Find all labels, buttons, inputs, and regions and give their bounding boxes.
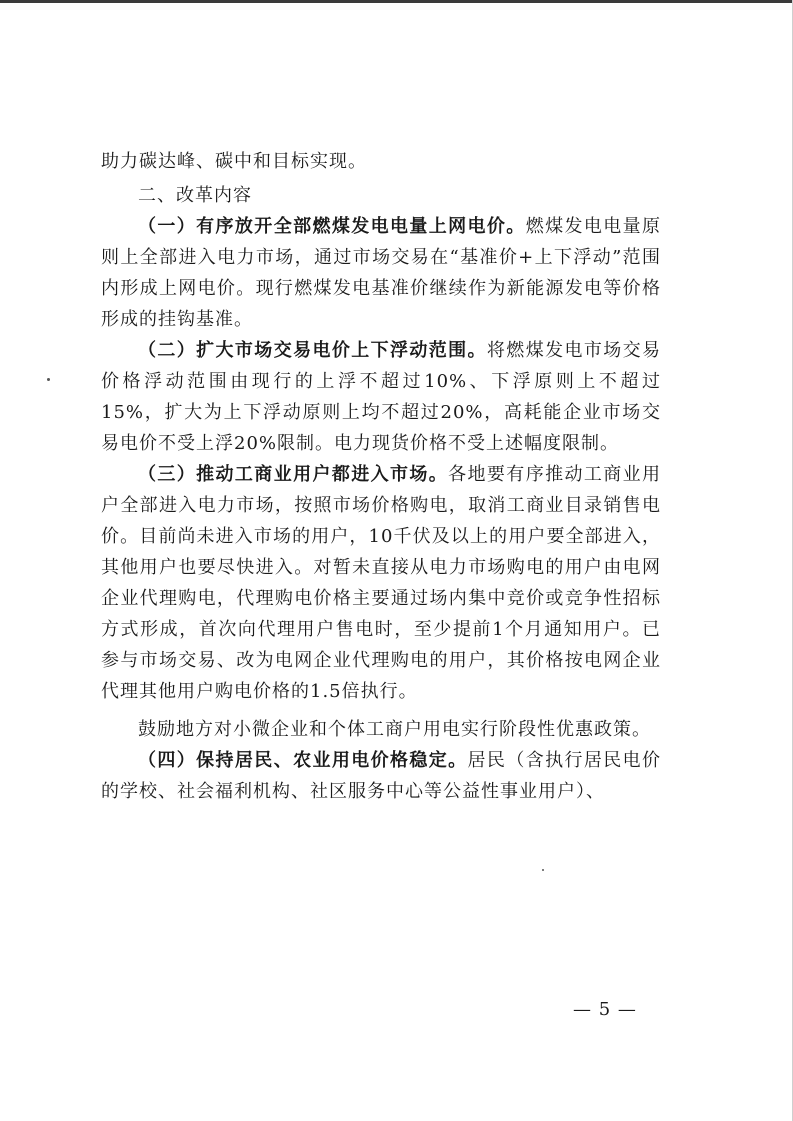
section-heading: 二、改革内容 <box>138 185 252 206</box>
page-number: — 5 — <box>573 999 637 1020</box>
scan-speck <box>542 869 544 871</box>
section-1-paragraph <box>101 211 661 335</box>
section-2-paragraph <box>101 335 661 459</box>
section-3-paragraph <box>101 459 661 707</box>
encourage-paragraph: 鼓励地方对小微企业和个体工商户用电实行阶段性优惠政策。 <box>138 719 651 740</box>
document-page <box>101 146 661 807</box>
section-4-title: （四）保持居民、农业用电价格稳定。 <box>138 750 468 771</box>
section-2-body: 将燃煤发电市场交易价格浮动范围由现行的上浮不超过10%、下浮原则上不超过15%，扩大为上下浮动原则上均不超过20%，高耗能企业市场交易电价不受上浮20%限制。电力现货价格不受上述幅度限制。 <box>101 340 661 454</box>
scan-speck <box>47 378 50 381</box>
section-2-title: （二）扩大市场交易电价上下浮动范围。 <box>138 340 487 361</box>
section-4-paragraph <box>101 745 661 807</box>
intro-paragraph: 助力碳达峰、碳中和目标实现。 <box>101 151 367 172</box>
section-3-title: （三）推动工商业用户都进入市场。 <box>138 464 449 485</box>
section-1-title: （一）有序放开全部燃煤发电电量上网电价。 <box>138 216 526 237</box>
section-4-body: 居民（含执行居民电价的学校、社会福利机构、社区服务中心等公益性事业用户）、 <box>101 750 662 802</box>
scan-edge-top <box>0 0 793 3</box>
section-1-body: 燃煤发电电量原则上全部进入电力市场，通过市场交易在“基准价+上下浮动”范围内形成上网电价。现行燃煤发电基准价继续作为新能源发电等价格形成的挂钩基准。 <box>101 216 662 330</box>
section-3-body: 各地要有序推动工商业用户全部进入电力市场，按照市场价格购电，取消工商业目录销售电价。目前尚未进入市场的用户，10千伏及以上的用户要全部进入，其他用户也要尽快进入。对暂未直接从电力市场购电的用户由电网企业代理购电，代理购电价格主要通过场内集中竞价或竞争性招标方式形成，首次向代理用户售电时，至少提前1个月通知用户。已参与市场交易、改为电网企业代理购电的用户，其价格按电网企业代理其他用户购电价格的1.5倍执行。 <box>101 464 662 702</box>
